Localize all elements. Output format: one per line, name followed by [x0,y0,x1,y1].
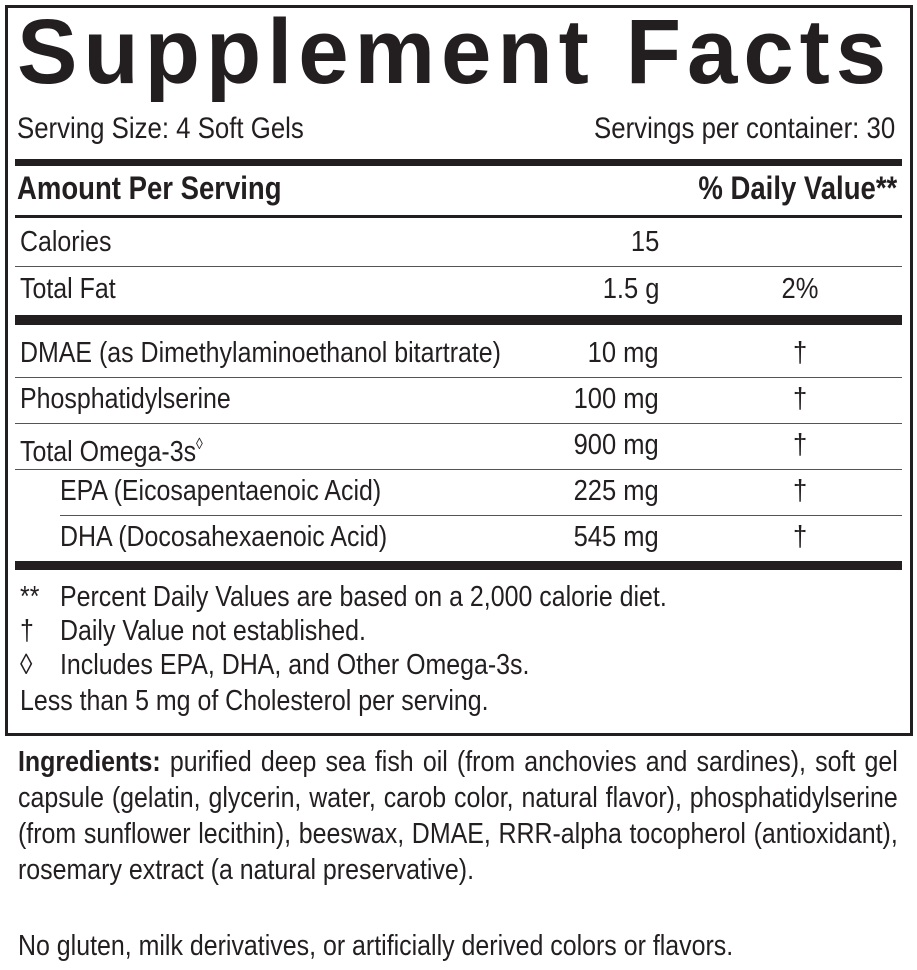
serving-size [17,111,351,147]
cholesterol-note [20,684,565,718]
nutrient-label-total-omega-3s [20,427,233,470]
divider-thick [15,159,902,166]
diamond-icon: ◊ [196,436,203,453]
dagger-icon [760,335,840,371]
footnote-daily-values [60,580,766,614]
amount-per-serving-header [17,168,325,208]
footnote-text: Daily Value not established. [60,615,366,647]
diamond-icon [20,648,34,682]
dagger-icon [20,614,36,648]
nutrient-label-text: Calories [20,226,112,258]
serving-size-text: Serving Size: 4 Soft Gels [17,112,304,145]
nutrient-amount-calories [627,224,659,260]
divider-thick [15,315,902,325]
row-divider [15,469,902,470]
nutrient-amount-text: 100 mg [573,383,659,415]
nutrient-amount-text: 1.5 g [602,273,659,305]
divider-thick [15,561,902,570]
dagger-icon [760,473,840,509]
nutrient-dv-text: † [792,475,808,507]
allergen-note-text: No gluten, milk derivatives, or artificially derived colors or flavors. [18,930,734,962]
nutrient-amount-total-fat [595,271,660,307]
row-divider [15,423,902,424]
nutrient-label-text: DMAE (as Dimethylaminoethanol bitartrate) [20,337,501,369]
ingredients-text: purified deep sea fish oil (from anchovies and sardines), soft gel capsule (gelatin, glycerin, water, carob color, natural flavor), phosphatidylserine (from sunflower lecithin), beeswax, DMAE, RRR-alpha tocopherol (antioxidant), rosemary extract (a natural preservative). [18,746,898,886]
dagger-icon [760,427,840,463]
servings-per-container-text: Servings per container: 30 [593,112,895,145]
footnote-dv-not-established [60,614,416,648]
nutrient-label-text: Phosphatidylserine [20,383,231,415]
nutrient-amount-text: 225 mg [573,475,659,507]
amount-per-serving-text: Amount Per Serving [17,170,282,206]
nutrient-amount-text: 545 mg [573,521,659,553]
nutrient-dv-text: † [792,337,808,369]
nutrient-amount-dha [562,519,659,555]
row-divider-indented [60,515,902,516]
footnote-omega-3s [60,648,606,682]
ingredients-heading: Ingredients: [18,746,161,778]
panel-title [17,2,905,102]
nutrient-amount-dmae [578,335,659,371]
nutrient-dv-total-fat [760,271,840,307]
cholesterol-note-text: Less than 5 mg of Cholesterol per serving. [20,685,489,717]
nutrient-label-dha [60,519,440,555]
nutrient-amount-phosphatidylserine [562,381,659,417]
dagger-icon [760,519,840,555]
nutrient-label-calories [20,224,126,260]
allergen-note [18,928,850,964]
daily-value-header-text: % Daily Value** [698,170,897,206]
nutrient-dv-text: † [792,383,808,415]
nutrient-amount-total-omega-3s [562,427,659,463]
nutrient-label-total-fat [20,271,131,307]
row-divider [15,377,902,378]
nutrient-label-dmae [20,335,579,371]
row-divider [15,266,902,267]
footnote-mark: † [20,615,34,647]
nutrient-label-text: EPA (Eicosapentaenoic Acid) [60,475,382,507]
nutrient-dv-text: † [792,429,808,461]
panel-title-text: Supplement Facts [17,1,893,103]
nutrient-amount-epa [562,473,659,509]
nutrient-label-text: DHA (Docosahexaenoic Acid) [60,521,388,553]
servings-per-container [545,111,895,147]
footnote-mark: ** [20,581,40,613]
nutrient-amount-text: 10 mg [588,337,659,369]
nutrient-dv-text: 2% [781,273,819,305]
double-asterisk-icon [20,580,43,614]
nutrient-amount-text: 900 mg [573,429,659,461]
nutrient-label-text: Total Fat [20,273,116,305]
divider-medium [15,215,902,218]
dagger-icon [760,381,840,417]
ingredients-block [18,744,898,888]
nutrient-label-phosphatidylserine [20,381,265,417]
nutrient-label-text: Total Omega-3s [20,436,197,468]
footnote-text: Includes EPA, DHA, and Other Omega-3s. [60,649,530,681]
nutrient-amount-text: 15 [630,226,659,258]
nutrient-dv-text: † [792,521,808,553]
nutrient-label-epa [60,473,433,509]
footnote-text: Percent Daily Values are based on a 2,000 calorie diet. [60,581,667,613]
daily-value-header [666,168,897,208]
footnote-mark: ◊ [20,649,33,681]
